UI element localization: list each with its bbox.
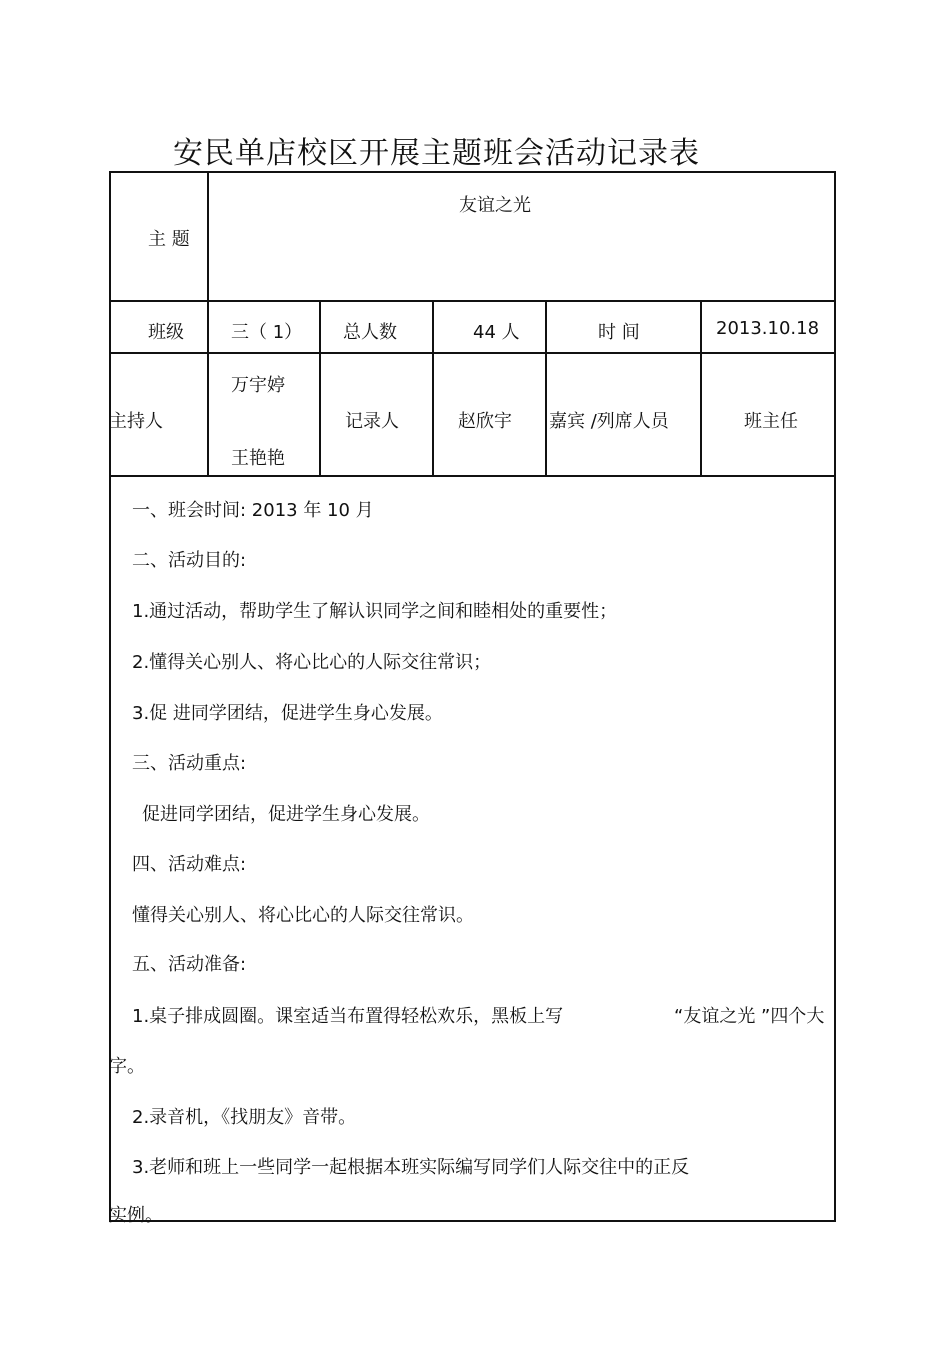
host-label: 主持人 [109,411,163,432]
row-divider [111,352,834,354]
list-item: 1.通过活动，帮助学生了解认识同学之间和睦相处的重要性； [132,601,618,622]
guest-value: 班主任 [744,411,798,432]
column-divider [700,300,702,477]
column-divider [545,300,547,477]
list-item: 3.老师和班上一些同学一起根据本班实际编写同学们人际交往中的正反 [132,1157,690,1178]
meeting-time-line: 一、班会时间: 2013 年 10 月 [132,500,374,521]
section-heading: 四、活动难点: [132,854,247,875]
class-value: 三（ 1） [231,322,303,343]
list-item: 1.桌子排成圆圈。课室适当布置得轻松欢乐，黑板上写 [132,1006,564,1027]
column-divider [207,173,209,477]
section-heading: 二、活动目的: [132,550,247,571]
list-item-continued: “友谊之光 ”四个大 [674,1006,825,1027]
section-heading: 五、活动准备: [132,954,247,975]
section-heading: 三、活动重点: [132,753,247,774]
time-value: 2013.10.18 [716,318,820,339]
paragraph: 促进同学团结，促进学生身心发展。 [142,804,430,825]
recorder-label: 记录人 [345,411,399,432]
list-item-wrap: 字。 [109,1056,145,1077]
theme-label: 主 题 [148,229,190,250]
list-item: 2.录音机，《找朋友》音带。 [132,1107,357,1128]
total-value: 44 人 [473,322,520,343]
row-divider [111,475,834,477]
paragraph: 懂得关心别人、将心比心的人际交往常识。 [132,905,474,926]
row-divider [111,300,834,302]
host-name-2: 王艳艳 [231,448,285,469]
theme-value: 友谊之光 [459,195,531,216]
list-item: 2.懂得关心别人、将心比心的人际交往常识； [132,652,492,673]
time-label: 时 间 [598,322,640,343]
host-name-1: 万宇婷 [231,375,285,396]
column-divider [432,300,434,477]
column-divider [319,300,321,477]
page-title: 安民单店校区开展主题班会活动记录表 [173,136,700,171]
class-label: 班级 [148,322,184,343]
recorder-value: 赵欣宇 [458,411,512,432]
total-label: 总人数 [343,322,397,343]
list-item-wrap: 实例。 [109,1205,163,1226]
list-item: 3.促 进同学团结，促进学生身心发展。 [132,703,443,724]
guest-label: 嘉宾 /列席人员 [549,411,669,432]
record-table [109,171,836,1226]
